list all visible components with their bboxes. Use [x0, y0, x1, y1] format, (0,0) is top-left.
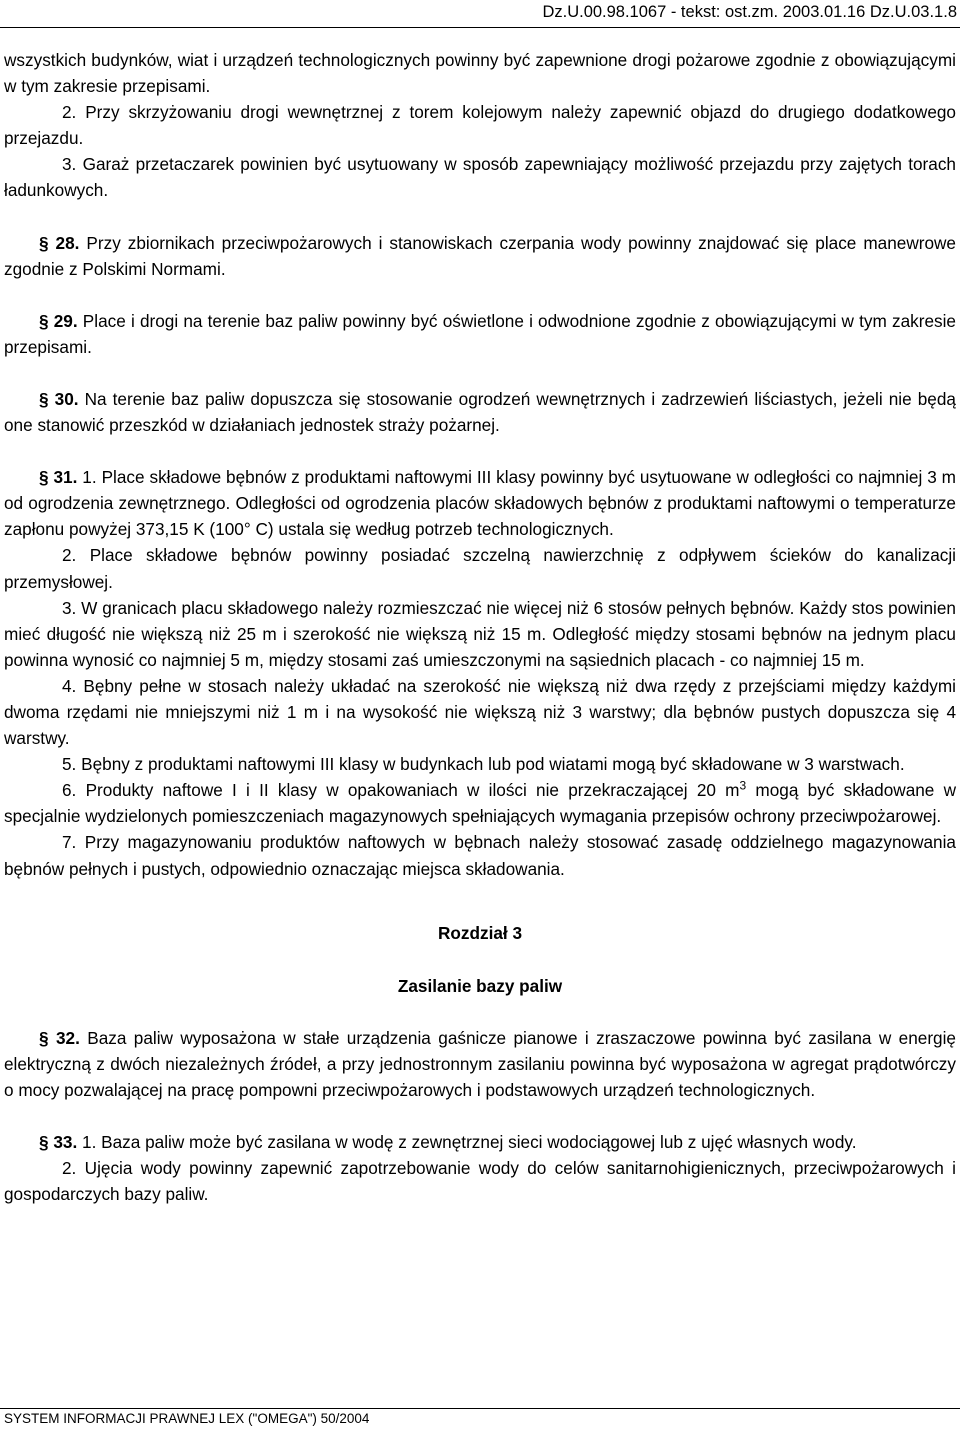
article-number: § 32.: [39, 1027, 80, 1048]
article-29: § 29. Place i drogi na terenie baz paliw powinny być oświetlone i odwodnione zgodnie z obowiązującymi w tym zakresie przepisami.: [4, 310, 956, 357]
header-divider: [0, 27, 960, 28]
document-reference: Dz.U.00.98.1067 - tekst: ost.zm. 2003.01.16 Dz.U.03.1.8: [542, 3, 957, 21]
paragraph-31-5: 5. Bębny z produktami naftowymi III klasy w budynkach lub pod wiatami mogą być składowane w 3 warstwach.: [62, 754, 905, 775]
article-30: § 30. Na terenie baz paliw dopuszcza się stosowanie ogrodzeń wewnętrznych i zadrzewień liściastych, jeżeli nie będą one stanowić przeszkód w działaniach jednostek straży pożarnej.: [4, 388, 956, 436]
article-32: § 32. Baza paliw wyposażona w stałe urządzenia gaśnicze pianowe i zraszaczowe powinna być zasilana w energię elektryczną z dwóch niezależnych źródeł, a przy jednostronnym zasilaniu powinna być wyposażona w agregat prądotwórczy o mocy pozwalającej na pracę pompowni przeciwpożarowych i podstawowych urządzeń technologicznych.: [4, 1027, 956, 1100]
paragraph-31-4: 4. Bębny pełne w stosach należy układać na szerokość nie większą niż dwa rzędy z przejściami między każdymi dwoma rzędami nie mniejszymi niż 1 m i na wysokość nie większą niż 3 warstwy; dla bębnów pustych dopuszcza się 4 warstwy.: [4, 675, 956, 749]
paragraph-31-7: 7. Przy magazynowaniu produktów naftowych w bębnach należy stosować zasadę oddzielnego magazynowania bębnów pełnych i pustych, odpowiednio oznaczając miejsca składowania.: [4, 832, 956, 879]
article-number: § 30.: [39, 388, 79, 409]
chapter-number: Rozdział 3: [437, 922, 523, 943]
article-33-1: § 33. 1. Baza paliw może być zasilana w wodę z zewnętrznej sieci wodociągowej lub z ujęć własnych wody.: [39, 1132, 857, 1153]
paragraph-31-3: 3. W granicach placu składowego należy rozmieszczać nie więcej niż 6 stosów pełnych bębnów. Każdy stos powinien mieć długość nie większą niż 25 m i szerokość nie większą niż 15 m. Odległość między stosami bębnów na jednym placu powinna wynosić co najmniej 5 m, między stosami zaś umieszczonymi na sąsiednich placach - co najmniej 15 m.: [4, 597, 956, 670]
paragraph-27-3: 3. Garaż przetaczarek powinien być usytuowany w sposób zapewniający możliwość przejazdu przy zajętych torach ładunkowych.: [4, 154, 956, 201]
paragraph-31-6: 6. Produkty naftowe I i II klasy w opakowaniach w ilości nie przekraczającej 20 $m^3$ mogą być składowane w specjalnie wydzielonych pomieszczeniach magazynowych spełniających wymagania przepisów ochrony przeciwpożarowej.: [4, 778, 957, 827]
paragraph-33-2: 2. Ujęcia wody powinny zapewnić zapotrzebowanie wody do celów sanitarnohigienicznych, przeciwpożarowych i gospodarczych bazy paliw.: [4, 1158, 957, 1205]
footer-divider: [0, 1408, 960, 1409]
paragraph-31-2: 2. Place składowe bębnów powinny posiadać szczelną nawierzchnię z odpływem ścieków do kanalizacji przemysłowej.: [4, 545, 956, 592]
paragraph-continuation: wszystkich budynków, wiat i urządzeń technologicznych powinny być zapewnione drogi pożarowe zgodnie z obowiązującymi w tym zakresie przepisami.: [4, 50, 956, 97]
superscript-exponent: 3: [739, 778, 747, 793]
paragraph-27-2: 2. Przy skrzyżowaniu drogi wewnętrznej z torem kolejowym należy zapewnić objazd do drugiego dodatkowego przejazdu.: [4, 102, 956, 149]
article-28: § 28. Przy zbiornikach przeciwpożarowych i stanowiskach czerpania wody powinny znajdować się place manewrowe zgodnie z Polskimi Normami.: [4, 232, 956, 279]
article-number: § 31.: [39, 467, 78, 488]
article-number: § 28.: [39, 232, 80, 253]
footer-source: SYSTEM INFORMACJI PRAWNEJ LEX ("OMEGA") 50/2004: [4, 1411, 370, 1426]
article-31-1: § 31. 1. Place składowe bębnów z produktami naftowymi III klasy powinny być usytuowane w odległości co najmniej 3 m od ogrodzenia zewnętrznego. Odległości od ogrodzenia placów składowych bębnów z produktami naftowymi o temperaturze zapłonu powyżej 373,15 K (100° C) ustala się według potrzeb technologicznych.: [4, 467, 956, 540]
chapter-title: Zasilanie bazy paliw: [397, 975, 563, 996]
article-number: § 33.: [39, 1132, 78, 1153]
article-number: § 29.: [39, 310, 78, 331]
document-body: [4, 47, 956, 1207]
